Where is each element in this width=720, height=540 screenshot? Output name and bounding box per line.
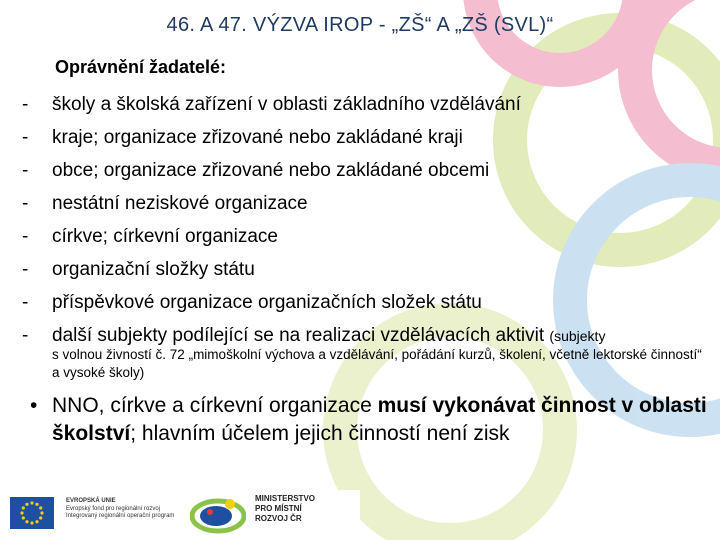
irop-logo-icon (190, 494, 246, 534)
eu-logo-text (66, 498, 186, 521)
bullet-text (30, 392, 710, 448)
slide-title: 46. A 47. VÝZVA IROP - „ZŠ“ A „ZŠ (SVL)“ (166, 14, 554, 36)
list-item-text: církve; církevní organizace (52, 226, 278, 247)
eu-logo-line: Integrovaný regionální operační program (66, 513, 175, 519)
list-item-text: nestátní neziskové organizace (52, 193, 308, 214)
nno-requirement-bullet (30, 392, 710, 448)
list-item (0, 289, 605, 322)
list-item (0, 190, 605, 223)
list-item-note: s volnou živností č. 72 „mimoškolní výchova a vzdělávání, pořádání kurzů, školení, včetně lektorské činností“ a vysoké školy) (52, 347, 702, 380)
ministry-line: ROZVOJ ČR (255, 514, 302, 523)
list-item (0, 91, 605, 124)
bullet-text-part: ; hlavním účelem jejich činností není zisk (130, 422, 510, 445)
eu-logo-line: Evropský fond pro regionální rozvoj (66, 505, 161, 512)
dash-marker: - (22, 127, 29, 148)
bullet-marker: • (30, 394, 38, 417)
eu-logo-line: EVROPSKÁ UNIE (66, 498, 116, 504)
list-item-text: školy a školská zařízení v oblasti základního vzdělávání (52, 94, 521, 115)
dash-marker: - (22, 94, 29, 115)
list-item (0, 256, 605, 289)
list-item (0, 157, 605, 190)
dash-marker: - (22, 292, 29, 313)
eu-flag-icon (10, 497, 54, 529)
list-item-text: příspěvkové organizace organizačních složek státu (52, 292, 482, 313)
ministry-line: PRO MÍSTNÍ (255, 504, 302, 513)
dash-marker: - (22, 226, 29, 247)
bullet-bold-part: musí vykonávat činnost (377, 394, 616, 417)
dash-marker: - (22, 259, 29, 280)
ministry-line: MINISTERSTVO (255, 494, 316, 503)
dash-marker: - (22, 160, 29, 181)
ministry-logo-text (255, 494, 315, 524)
bullet-text-part: NNO, církve a církevní organizace (52, 394, 378, 417)
list-item (0, 223, 605, 256)
list-item-text: obce; organizace zřizované nebo zakládané obcemi (52, 160, 490, 181)
list-item-suffix: (subjekty (549, 328, 606, 344)
list-item-text: další subjekty podílející se na realizaci vzdělávacích aktivit (52, 325, 545, 346)
bullet-bold-part: v oblasti školství (52, 394, 707, 445)
applicant-list (0, 91, 605, 355)
eligible-applicants-heading: Oprávnění žadatelé: (55, 57, 227, 77)
dash-marker: - (22, 193, 29, 214)
list-item-text: organizační složky státu (52, 259, 255, 280)
footer-logos (10, 492, 350, 534)
list-item-text: kraje; organizace zřizované nebo zakládané kraji (52, 127, 463, 148)
dash-marker: - (22, 325, 29, 346)
list-item (0, 124, 605, 157)
